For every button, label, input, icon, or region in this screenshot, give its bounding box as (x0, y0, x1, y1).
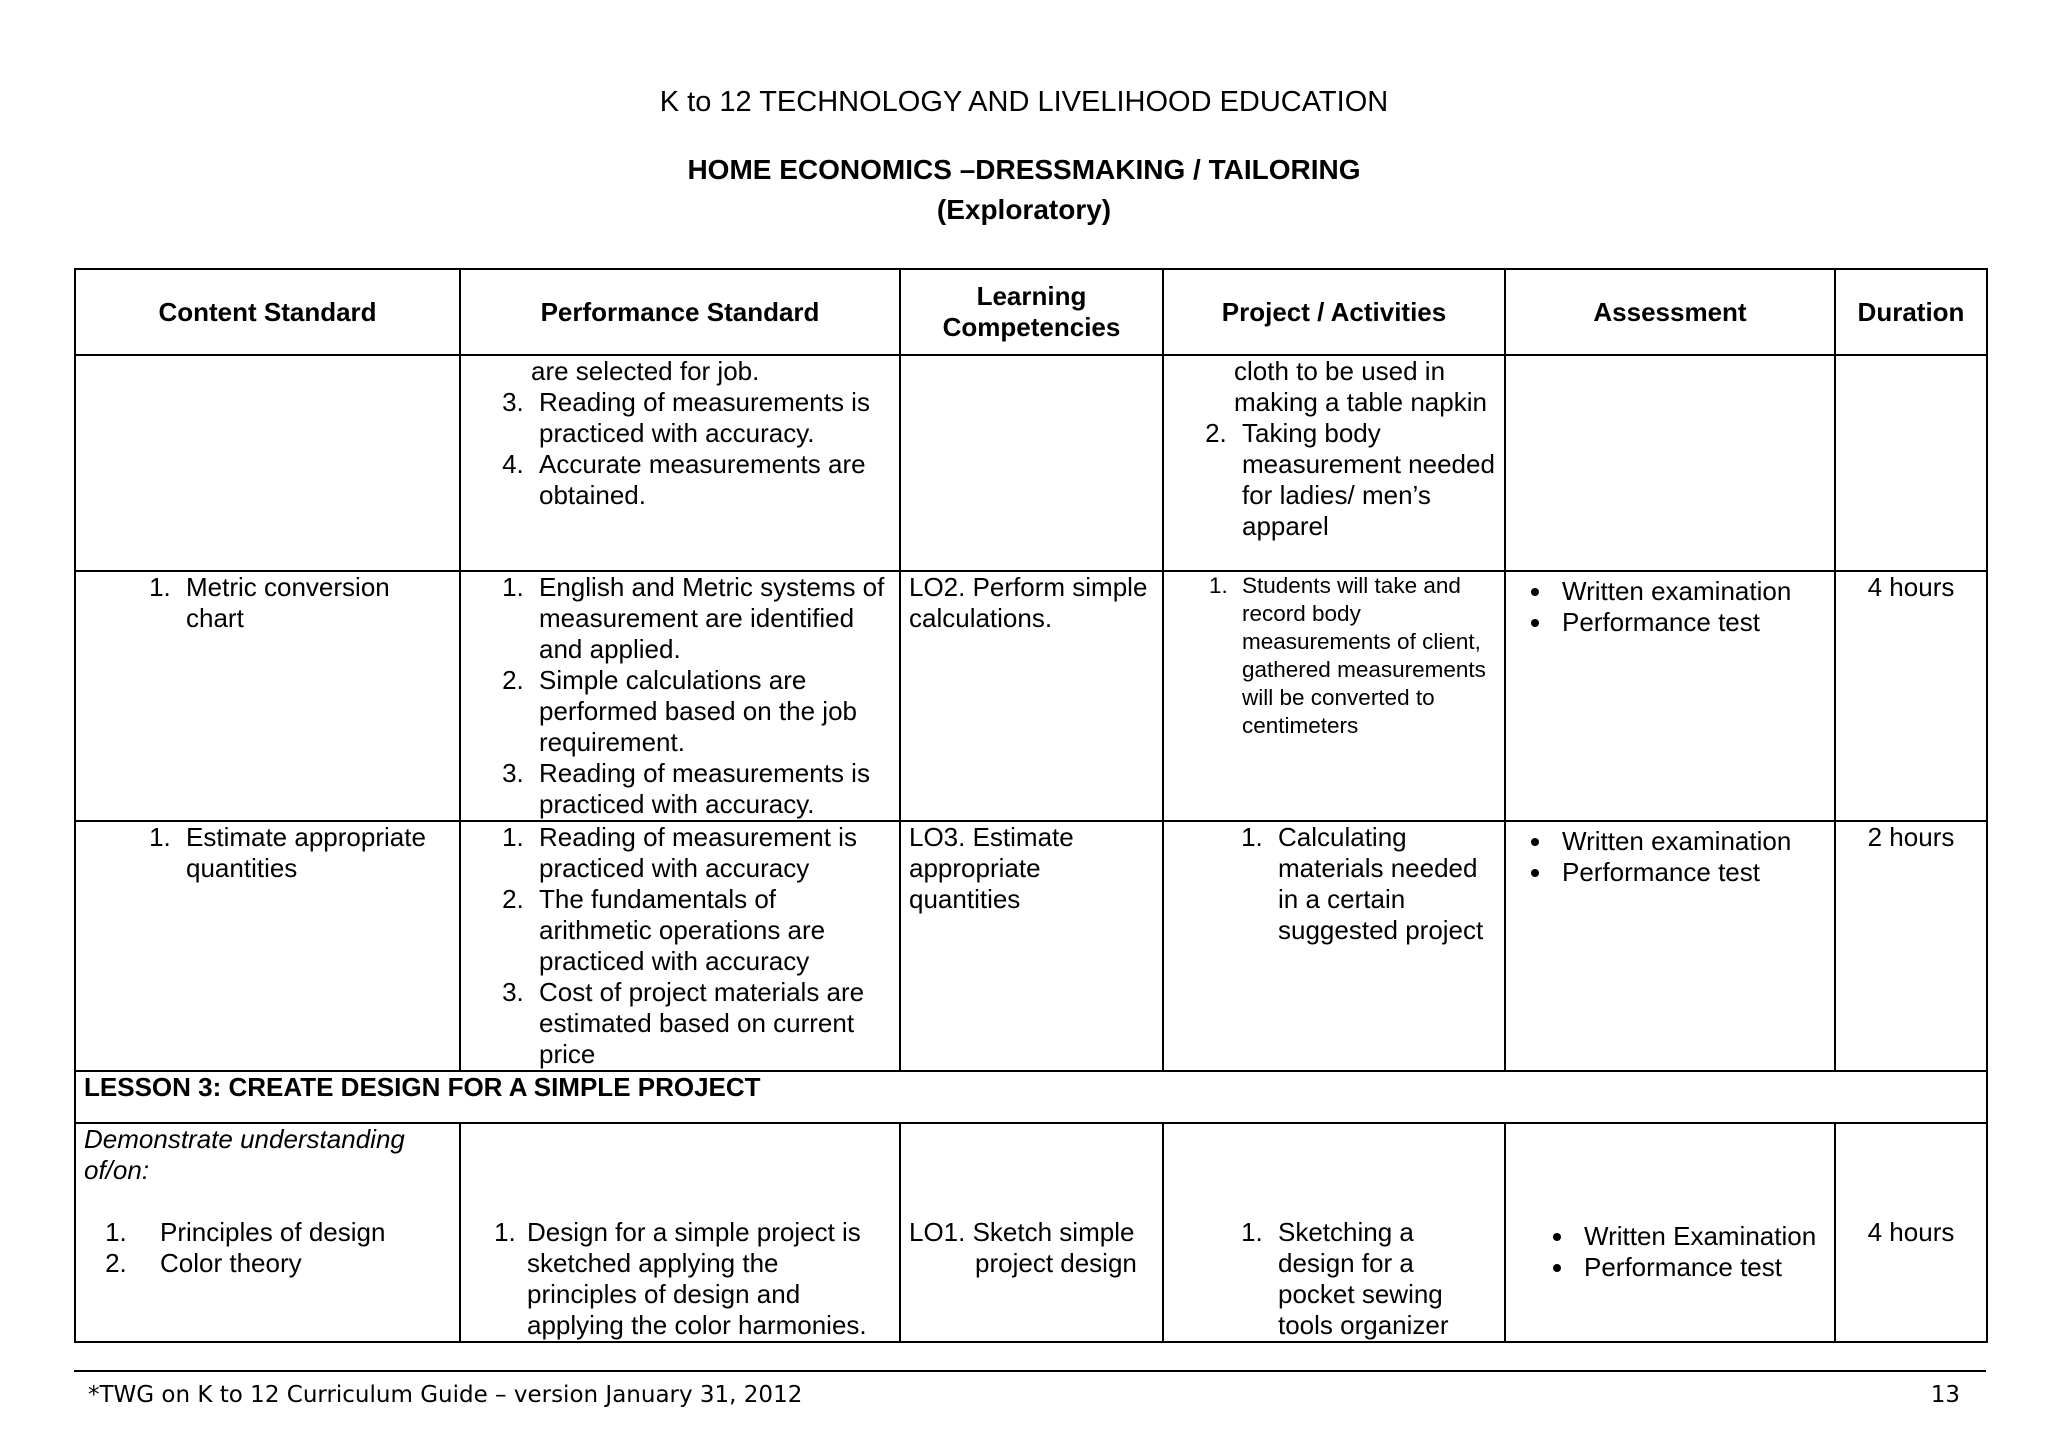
list-item: 3. Cost of project materials are estimated based on current price (531, 977, 891, 1070)
assessment-cell (1505, 1123, 1835, 1342)
list-item: 3. Reading of measurements is practiced with accuracy. (531, 387, 891, 449)
content-intro: Demonstrate understanding of/on: (84, 1124, 405, 1185)
table-header-row (75, 269, 1987, 355)
col-header-learning-competencies: Learning Competencies (900, 269, 1163, 355)
assessment-cell (1505, 355, 1835, 571)
duration-cell: 4 hours (1835, 1123, 1987, 1342)
page-subtitle (0, 150, 2048, 230)
page-number: 13 (1930, 1382, 1960, 1408)
performance-cell (460, 821, 900, 1071)
project-cell (1163, 821, 1505, 1071)
subtitle-line-1: HOME ECONOMICS –DRESSMAKING / TAILORING (687, 154, 1361, 185)
list-item: 1. Sketching a design for a pocket sewing tools organizer (1270, 1217, 1496, 1341)
content-cell (75, 821, 460, 1071)
table-row (75, 1123, 1987, 1342)
col-header-duration: Duration (1835, 269, 1987, 355)
list-item: 1. Metric conversion chart (178, 572, 451, 634)
project-cell (1163, 1123, 1505, 1342)
project-cell (1163, 571, 1505, 821)
content-cell (75, 355, 460, 571)
competency-cell (900, 355, 1163, 571)
list-item: 1. Design for a simple project is sketched applying the principles of design and applying the color harmonies. (523, 1217, 891, 1341)
list-item: 1. Reading of measurement is practiced with accuracy (531, 822, 891, 884)
col-header-assessment: Assessment (1505, 269, 1835, 355)
list-item: 1. Principles of design (134, 1217, 451, 1248)
list-item: 2. Color theory (134, 1248, 451, 1279)
list-item: • Performance test (1576, 1252, 1826, 1283)
page-title: K to 12 TECHNOLOGY AND LIVELIHOOD EDUCATION (659, 86, 1389, 118)
list-item: 1. Calculating materials needed in a certain suggested project (1270, 822, 1496, 946)
list-item: 2. Simple calculations are performed based on the job requirement. (531, 665, 891, 758)
content-cell (75, 1123, 460, 1342)
table-row (75, 355, 1987, 571)
duration-cell (1835, 355, 1987, 571)
curriculum-table (74, 268, 1988, 1343)
performance-cell (460, 571, 900, 821)
list-item: 2. The fundamentals of arithmetic operations are practiced with accuracy (531, 884, 891, 977)
content-cell (75, 571, 460, 821)
project-continuation: cloth to be used in making a table napkin (1234, 356, 1487, 417)
competency-line-1: LO1. Sketch simple (909, 1217, 1135, 1247)
duration-cell: 2 hours (1835, 821, 1987, 1071)
project-cell (1163, 355, 1505, 571)
subtitle-line-2: (Exploratory) (936, 194, 1112, 225)
assessment-cell (1505, 571, 1835, 821)
col-header-performance-standard: Performance Standard (460, 269, 900, 355)
list-item: • Written examination (1554, 576, 1826, 607)
competency-line-2: project design (975, 1248, 1137, 1278)
col-header-project-activities: Project / Activities (1163, 269, 1505, 355)
list-item: 1. Students will take and record body measurements of client, gathered measurements will be converted to centimeters (1234, 572, 1496, 740)
footer-text: *TWG on K to 12 Curriculum Guide – version January 31, 2012 (88, 1382, 803, 1408)
competency-cell: LO2. Perform simple calculations. (900, 571, 1163, 821)
list-item: 2. Taking body measurement needed for ladies/ men’s apparel (1234, 418, 1496, 542)
list-item: • Written examination (1554, 826, 1826, 857)
list-item: 3. Reading of measurements is practiced with accuracy. (531, 758, 891, 820)
list-item: 1. English and Metric systems of measurement are identified and applied. (531, 572, 891, 665)
competency-cell (900, 1123, 1163, 1342)
performance-continuation: are selected for job. (531, 356, 760, 386)
lesson-heading: LESSON 3: CREATE DESIGN FOR A SIMPLE PROJECT (75, 1071, 1987, 1123)
performance-cell (460, 355, 900, 571)
assessment-cell (1505, 821, 1835, 1071)
list-item: 4. Accurate measurements are obtained. (531, 449, 891, 511)
list-item: • Performance test (1554, 607, 1826, 638)
performance-cell (460, 1123, 900, 1342)
table-row (75, 571, 1987, 821)
competency-cell: LO3. Estimate appropriate quantities (900, 821, 1163, 1071)
list-item: • Performance test (1554, 857, 1826, 888)
table-row (75, 821, 1987, 1071)
col-header-content-standard: Content Standard (75, 269, 460, 355)
list-item: 1. Estimate appropriate quantities (178, 822, 451, 884)
lesson-header-row (75, 1071, 1987, 1123)
list-item: • Written Examination (1576, 1221, 1826, 1252)
footer-divider (74, 1370, 1986, 1372)
duration-cell: 4 hours (1835, 571, 1987, 821)
